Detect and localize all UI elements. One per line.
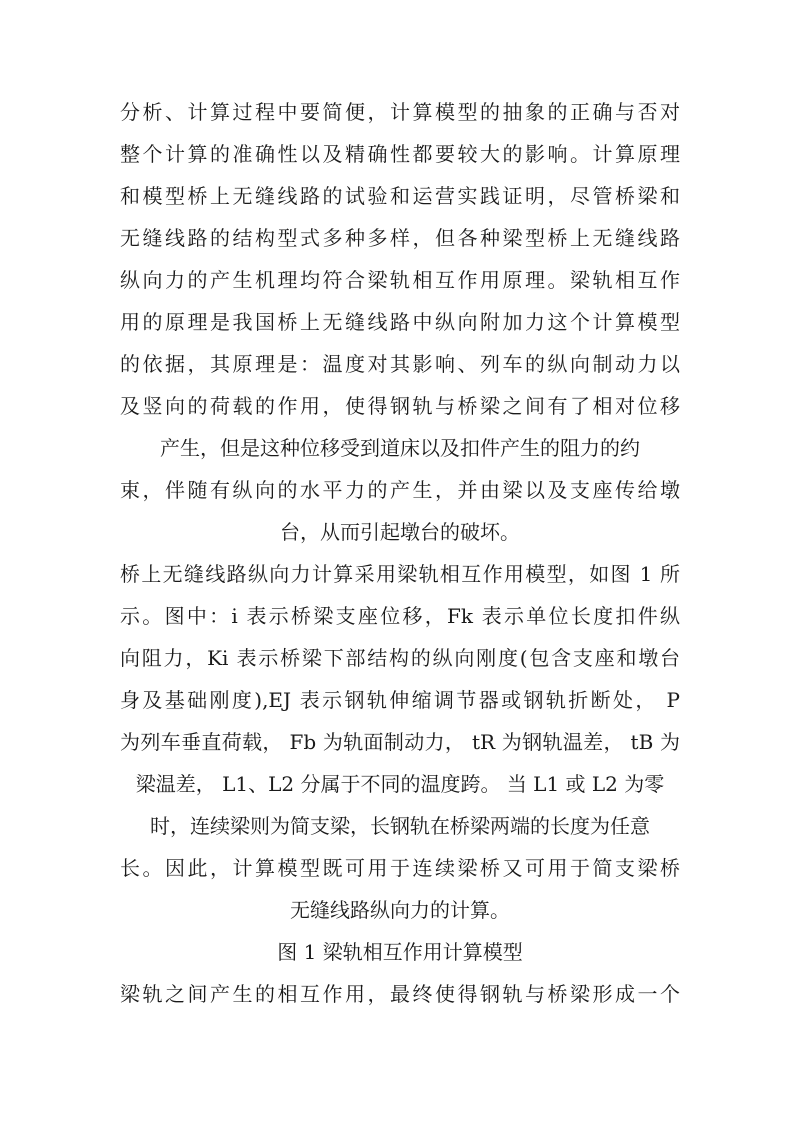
figure-caption: 图 1 梁轨相互作用计算模型 <box>277 940 523 964</box>
text-line: 长。因此，计算模型既可用于连续梁桥又可用于简支梁桥 <box>120 856 680 880</box>
text-line: 示。图中：i 表示桥梁支座位移，Fk 表示单位长度扣件纵 <box>120 604 680 628</box>
text-line: 身及基础刚度),EJ 表示钢轨伸缩调节器或钢轨折断处， P <box>120 688 680 712</box>
text-line: 束，伴随有纵向的水平力的产生，并由梁以及支座传给墩 <box>120 478 680 502</box>
text-line: 整个计算的准确性以及精确性都要较大的影响。计算原理 <box>120 142 680 166</box>
text-line: 和模型桥上无缝线路的试验和运营实践证明，尽管桥梁和 <box>120 184 680 208</box>
text-line: 纵向力的产生机理均符合梁轨相互作用原理。梁轨相互作 <box>120 268 680 292</box>
text-line: 及竖向的荷载的作用，使得钢轨与桥梁之间有了相对位移 <box>120 394 680 418</box>
text-line: 用的原理是我国桥上无缝线路中纵向附加力这个计算模型 <box>120 310 680 334</box>
text-line: 梁温差， L1、L2 分属于不同的温度跨。 当 L1 或 L2 为零 <box>135 772 665 796</box>
text-line: 时，连续梁则为简支梁，长钢轨在桥梁两端的长度为任意 <box>150 814 650 838</box>
text-line: 向阻力，Ki 表示桥梁下部结构的纵向刚度(包含支座和墩台 <box>120 646 680 670</box>
text-line: 无缝线路的结构型式多种多样，但各种梁型桥上无缝线路 <box>120 226 680 250</box>
text-line: 梁轨之间产生的相互作用，最终使得钢轨与桥梁形成一个 <box>120 982 680 1006</box>
text-line: 无缝线路纵向力的计算。 <box>290 898 510 922</box>
text-line: 台，从而引起墩台的破坏。 <box>280 520 520 544</box>
text-line: 产生，但是这种位移受到道床以及扣件产生的阻力的约 <box>160 436 640 460</box>
text-line: 的依据，其原理是：温度对其影响、列车的纵向制动力以 <box>120 352 680 376</box>
text-line: 分析、计算过程中要简便，计算模型的抽象的正确与否对 <box>120 100 680 124</box>
text-line: 桥上无缝线路纵向力计算采用梁轨相互作用模型，如图 1 所 <box>120 562 680 586</box>
text-line: 为列车垂直荷载， Fb 为轨面制动力， tR 为钢轨温差， tB 为 <box>120 730 680 754</box>
